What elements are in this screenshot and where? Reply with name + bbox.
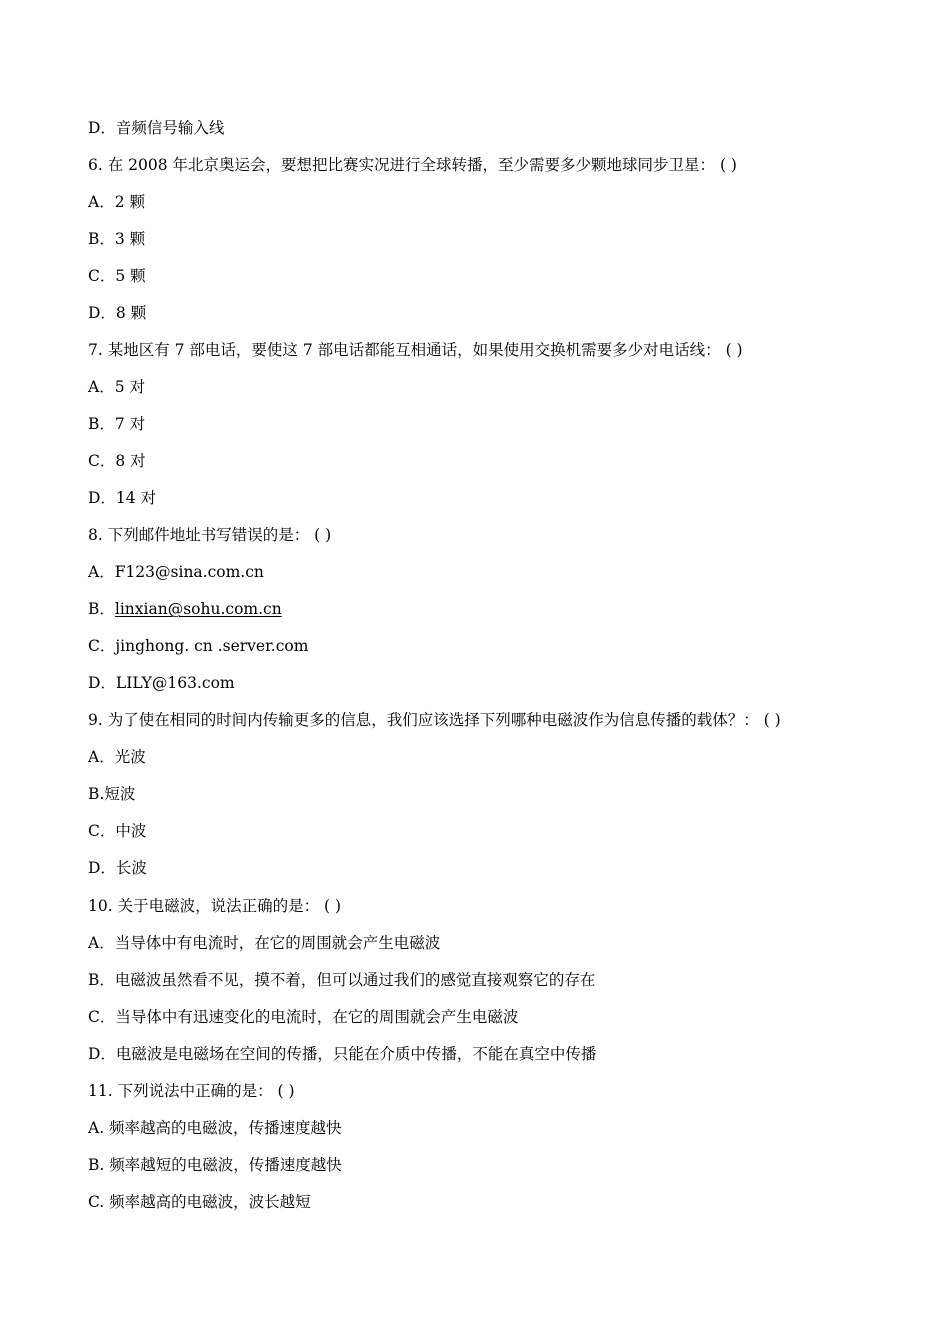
q7-option-d: D．14 对 (88, 489, 157, 507)
q11-option-a: A. 频率越高的电磁波，传播速度越快 (88, 1119, 342, 1137)
q7-option-c: C．8 对 (88, 452, 146, 470)
q7-stem: 7. 某地区有 7 部电话，要使这 7 部电话都能互相通话，如果使用交换机需要多少对电话线： ( ) (88, 341, 743, 359)
q8-option-b-label: B． (88, 600, 115, 618)
q6-option-b: B．3 颗 (88, 230, 146, 248)
q10-option-c: C．当导体中有迅速变化的电流时，在它的周围就会产生电磁波 (88, 1008, 519, 1026)
q8-stem: 8. 下列邮件地址书写错误的是： ( ) (88, 526, 332, 544)
q11-option-c: C. 频率越高的电磁波，波长越短 (88, 1193, 311, 1211)
q8-option-b (88, 599, 282, 619)
q10-stem: 10. 关于电磁波，说法正确的是： ( ) (88, 897, 342, 915)
q7-option-a: A．5 对 (88, 378, 145, 396)
q7-option-b: B．7 对 (88, 415, 146, 433)
email-link[interactable]: linxian@sohu.com.cn (114, 600, 282, 618)
q6-stem: 6. 在 2008 年北京奥运会，要想把比赛实况进行全球转播，至少需要多少颗地球同步卫星： ( ) (88, 156, 737, 174)
q9-option-b: B.短波 (88, 785, 136, 803)
q9-option-d: D．长波 (88, 859, 147, 877)
q11-stem: 11. 下列说法中正确的是： ( ) (88, 1082, 295, 1100)
q6-option-d: D．8 颗 (88, 304, 147, 322)
q10-option-b: B．电磁波虽然看不见，摸不着，但可以通过我们的感觉直接观察它的存在 (88, 971, 596, 989)
q8-option-d: D．LILY@163.com (88, 674, 235, 692)
q5-option-d: D．音频信号输入线 (88, 119, 225, 137)
q9-stem: 9. 为了使在相同的时间内传输更多的信息，我们应该选择下列哪种电磁波作为信息传播的载体？： ( ) (88, 711, 781, 729)
q10-option-a: A．当导体中有电流时，在它的周围就会产生电磁波 (88, 934, 441, 952)
q6-option-a: A．2 颗 (88, 193, 145, 211)
q6-option-c: C．5 颗 (88, 267, 146, 285)
q10-option-d: D．电磁波是电磁场在空间的传播，只能在介质中传播，不能在真空中传播 (88, 1045, 597, 1063)
q9-option-a: A．光波 (88, 748, 146, 766)
q8-option-a: A．F123@sina.com.cn (88, 563, 264, 581)
q8-option-c: C．jinghong. cn .server.com (88, 637, 309, 655)
q9-option-c: C．中波 (88, 822, 147, 840)
q11-option-b: B. 频率越短的电磁波，传播速度越快 (88, 1156, 342, 1174)
